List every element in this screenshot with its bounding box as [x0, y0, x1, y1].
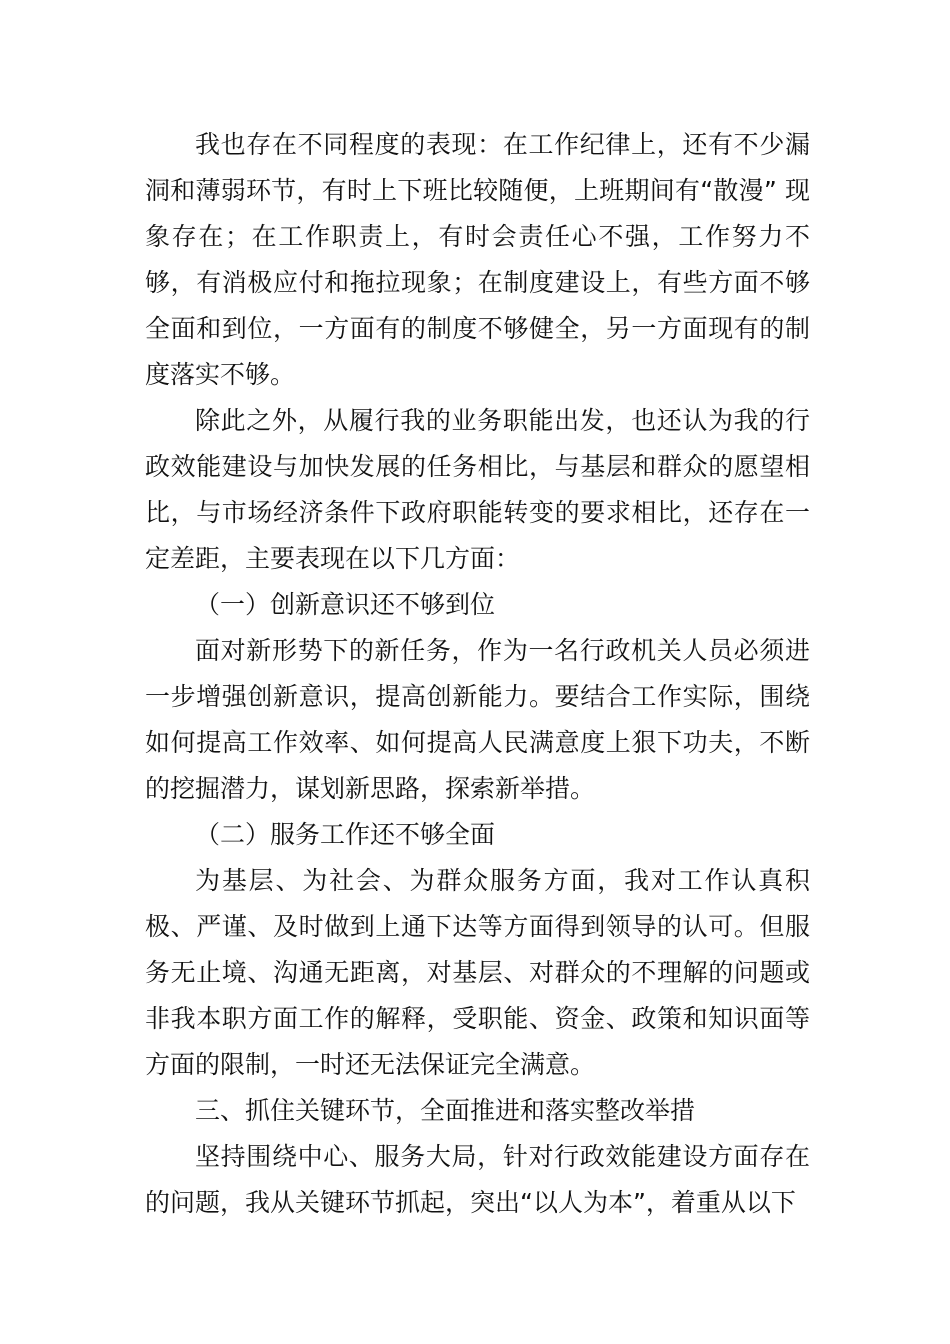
- heading-innovation: （一）创新意识还不够到位: [195, 590, 496, 619]
- paragraph-innovation: 面对新形势下的新任务，作为一名行政机关人员必须进一步增强创新意识，提高创新能力。要结合工作实际，围绕如何提高工作效率、如何提高人民满意度上狠下功夫，不断的挖掘潜力，谋划新思路，探索新举措。: [145, 636, 810, 803]
- paragraph-discipline-issues: 我也存在不同程度的表现：在工作纪律上，还有不少漏洞和薄弱环节，有时上下班比较随便，上班期间有“散漫” 现象存在；在工作职责上，有时会责任心不强，工作努力不够，有消极应付和拖拉现象；在制度建设上，有些方面不够全面和到位，一方面有的制度不够健全，另一方面现有的制度落实不够。: [145, 130, 810, 389]
- paragraph-key-links: 坚持围绕中心、服务大局，针对行政效能建设方面存在的问题，我从关键环节抓起，突出“以人为本”，着重从以下: [145, 1142, 810, 1217]
- paragraph-service: 为基层、为社会、为群众服务方面，我对工作认真积极、严谨、及时做到上通下达等方面得到领导的认可。但服务无止境、沟通无距离，对基层、对群众的不理解的问题或非我本职方面工作的解释，受职能、资金、政策和知识面等方面的限制，一时还无法保证完全满意。: [145, 866, 810, 1079]
- paragraph-gaps-overview: 除此之外，从履行我的业务职能出发，也还认为我的行政效能建设与加快发展的任务相比，与基层和群众的愿望相比，与市场经济条件下政府职能转变的要求相比，还存在一定差距，主要表现在以下几方面：: [145, 406, 810, 573]
- heading-section-three: 三、抓住关键环节，全面推进和落实整改举措: [195, 1096, 696, 1125]
- document-body: [145, 122, 810, 1226]
- heading-service: （二）服务工作还不够全面: [195, 820, 496, 849]
